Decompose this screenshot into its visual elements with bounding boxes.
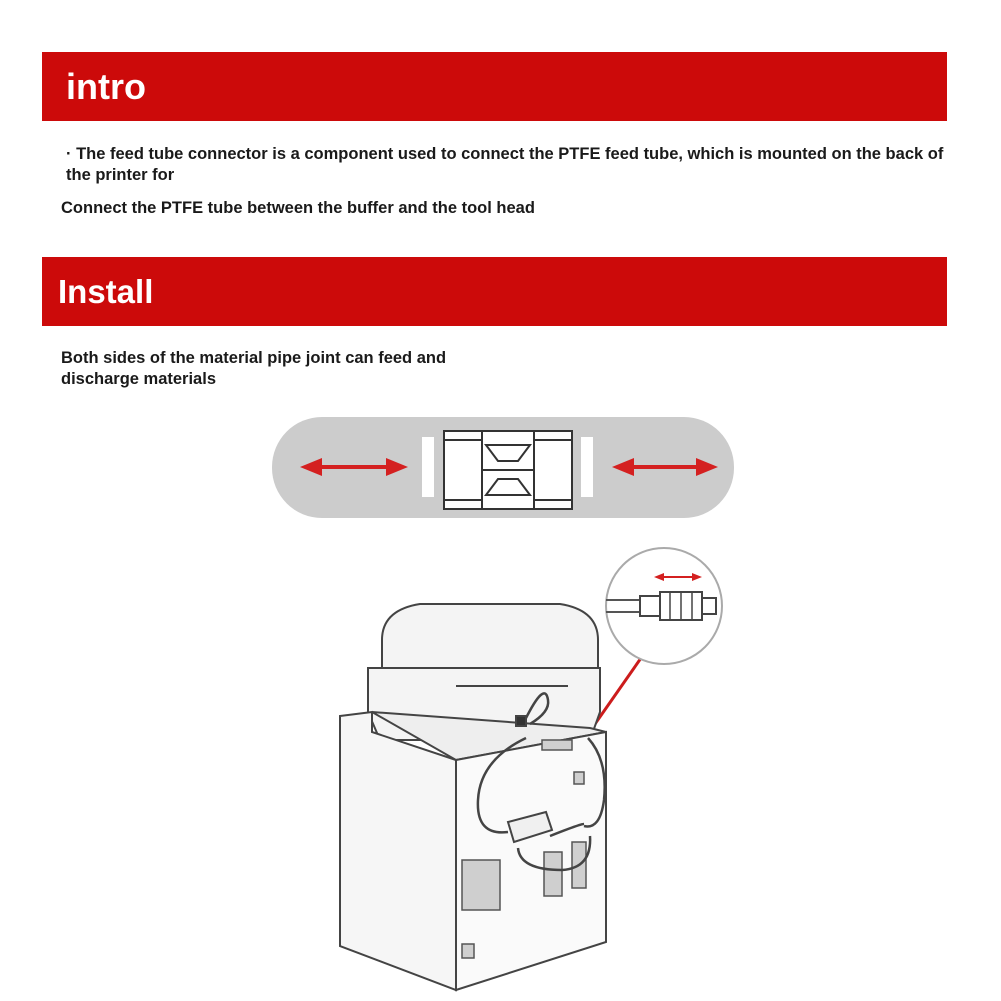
intro-paragraph: · The feed tube connector is a component used to connect the PTFE feed tube, which is mounted on the back of the printer for [66, 145, 944, 184]
install-paragraph: Both sides of the material pipe joint can feed and discharge materials [61, 349, 447, 388]
intro-line-2: Connect the PTFE tube between the buffer and the tool head [61, 199, 535, 217]
intro-heading: intro [66, 66, 146, 107]
install-heading: Install [58, 273, 154, 310]
magnified-connector-detail [606, 548, 722, 664]
